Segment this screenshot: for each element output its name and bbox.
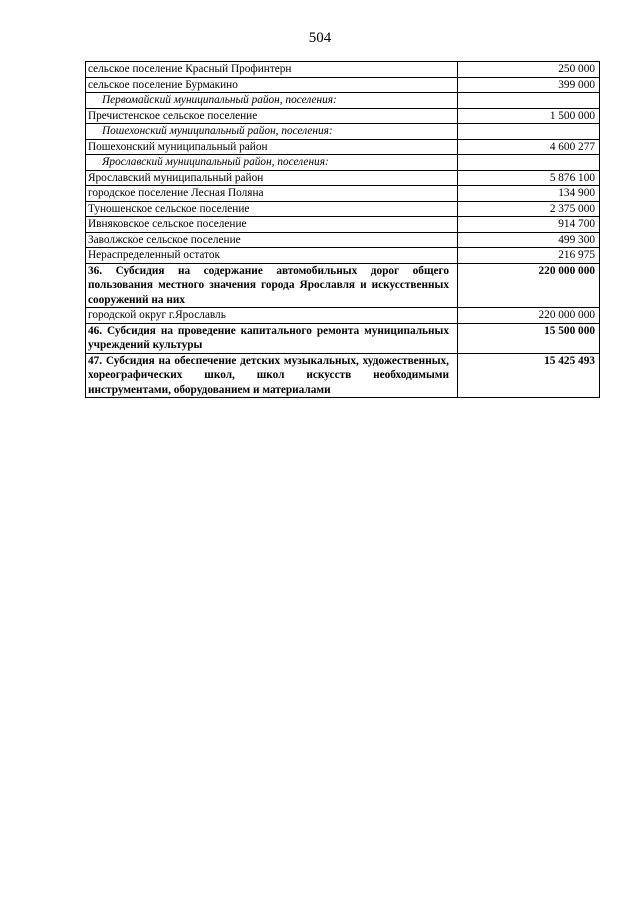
section-heading: Первомайский муниципальный район, поселения: bbox=[86, 93, 458, 109]
recipient-name: Нераспределенный остаток bbox=[86, 248, 458, 264]
recipient-name: Туношенское сельское поселение bbox=[86, 201, 458, 217]
amount-value bbox=[458, 93, 600, 109]
subsidy-title: 36. Субсидия на содержание автомобильных дорог общего пользования местного значения города Ярославля и искусственных сооружений на них bbox=[86, 263, 458, 308]
amount-value: 399 000 bbox=[458, 77, 600, 93]
recipient-name: сельское поселение Бурмакино bbox=[86, 77, 458, 93]
amount-value: 2 375 000 bbox=[458, 201, 600, 217]
amount-value: 1 500 000 bbox=[458, 108, 600, 124]
amount-value bbox=[458, 155, 600, 171]
recipient-name: сельское поселение Красный Профинтерн bbox=[86, 62, 458, 78]
amount-value bbox=[458, 124, 600, 140]
recipient-name: Ярославский муниципальный район bbox=[86, 170, 458, 186]
amount-value: 250 000 bbox=[458, 62, 600, 78]
amount-value: 220 000 000 bbox=[458, 308, 600, 324]
subsidy-title: 46. Субсидия на проведение капитального ремонта муниципальных учреждений культуры bbox=[86, 323, 458, 353]
subsidy-total: 220 000 000 bbox=[458, 263, 600, 308]
section-row bbox=[86, 93, 600, 109]
table-row bbox=[86, 108, 600, 124]
table-row bbox=[86, 201, 600, 217]
subsidy-header-row bbox=[86, 323, 600, 353]
recipient-name: городской округ г.Ярославль bbox=[86, 308, 458, 324]
subsidy-header-row bbox=[86, 353, 600, 398]
table-row bbox=[86, 62, 600, 78]
table-row bbox=[86, 186, 600, 202]
recipient-name: Пречистенское сельское поселение bbox=[86, 108, 458, 124]
amount-value: 499 300 bbox=[458, 232, 600, 248]
section-heading: Пошехонский муниципальный район, поселения: bbox=[86, 124, 458, 140]
table-row bbox=[86, 308, 600, 324]
amount-value: 5 876 100 bbox=[458, 170, 600, 186]
recipient-name: Заволжское сельское поселение bbox=[86, 232, 458, 248]
section-row bbox=[86, 124, 600, 140]
table-row bbox=[86, 77, 600, 93]
amount-value: 216 975 bbox=[458, 248, 600, 264]
subsidy-header-row bbox=[86, 263, 600, 308]
subsidy-total: 15 500 000 bbox=[458, 323, 600, 353]
subsidy-title: 47. Субсидия на обеспечение детских музыкальных, художественных, хореографических школ, школ искусств необходимыми инструментами, оборудованием и материалами bbox=[86, 353, 458, 398]
table-row bbox=[86, 217, 600, 233]
budget-table bbox=[85, 61, 600, 398]
section-heading: Ярославский муниципальный район, поселения: bbox=[86, 155, 458, 171]
table-row bbox=[86, 248, 600, 264]
subsidy-total: 15 425 493 bbox=[458, 353, 600, 398]
table-row bbox=[86, 139, 600, 155]
amount-value: 914 700 bbox=[458, 217, 600, 233]
table-row bbox=[86, 170, 600, 186]
recipient-name: Ивняковское сельское поселение bbox=[86, 217, 458, 233]
recipient-name: Пошехонский муниципальный район bbox=[86, 139, 458, 155]
section-row bbox=[86, 155, 600, 171]
amount-value: 134 900 bbox=[458, 186, 600, 202]
table-row bbox=[86, 232, 600, 248]
recipient-name: городское поселение Лесная Поляна bbox=[86, 186, 458, 202]
amount-value: 4 600 277 bbox=[458, 139, 600, 155]
page-number: 504 bbox=[308, 30, 332, 46]
